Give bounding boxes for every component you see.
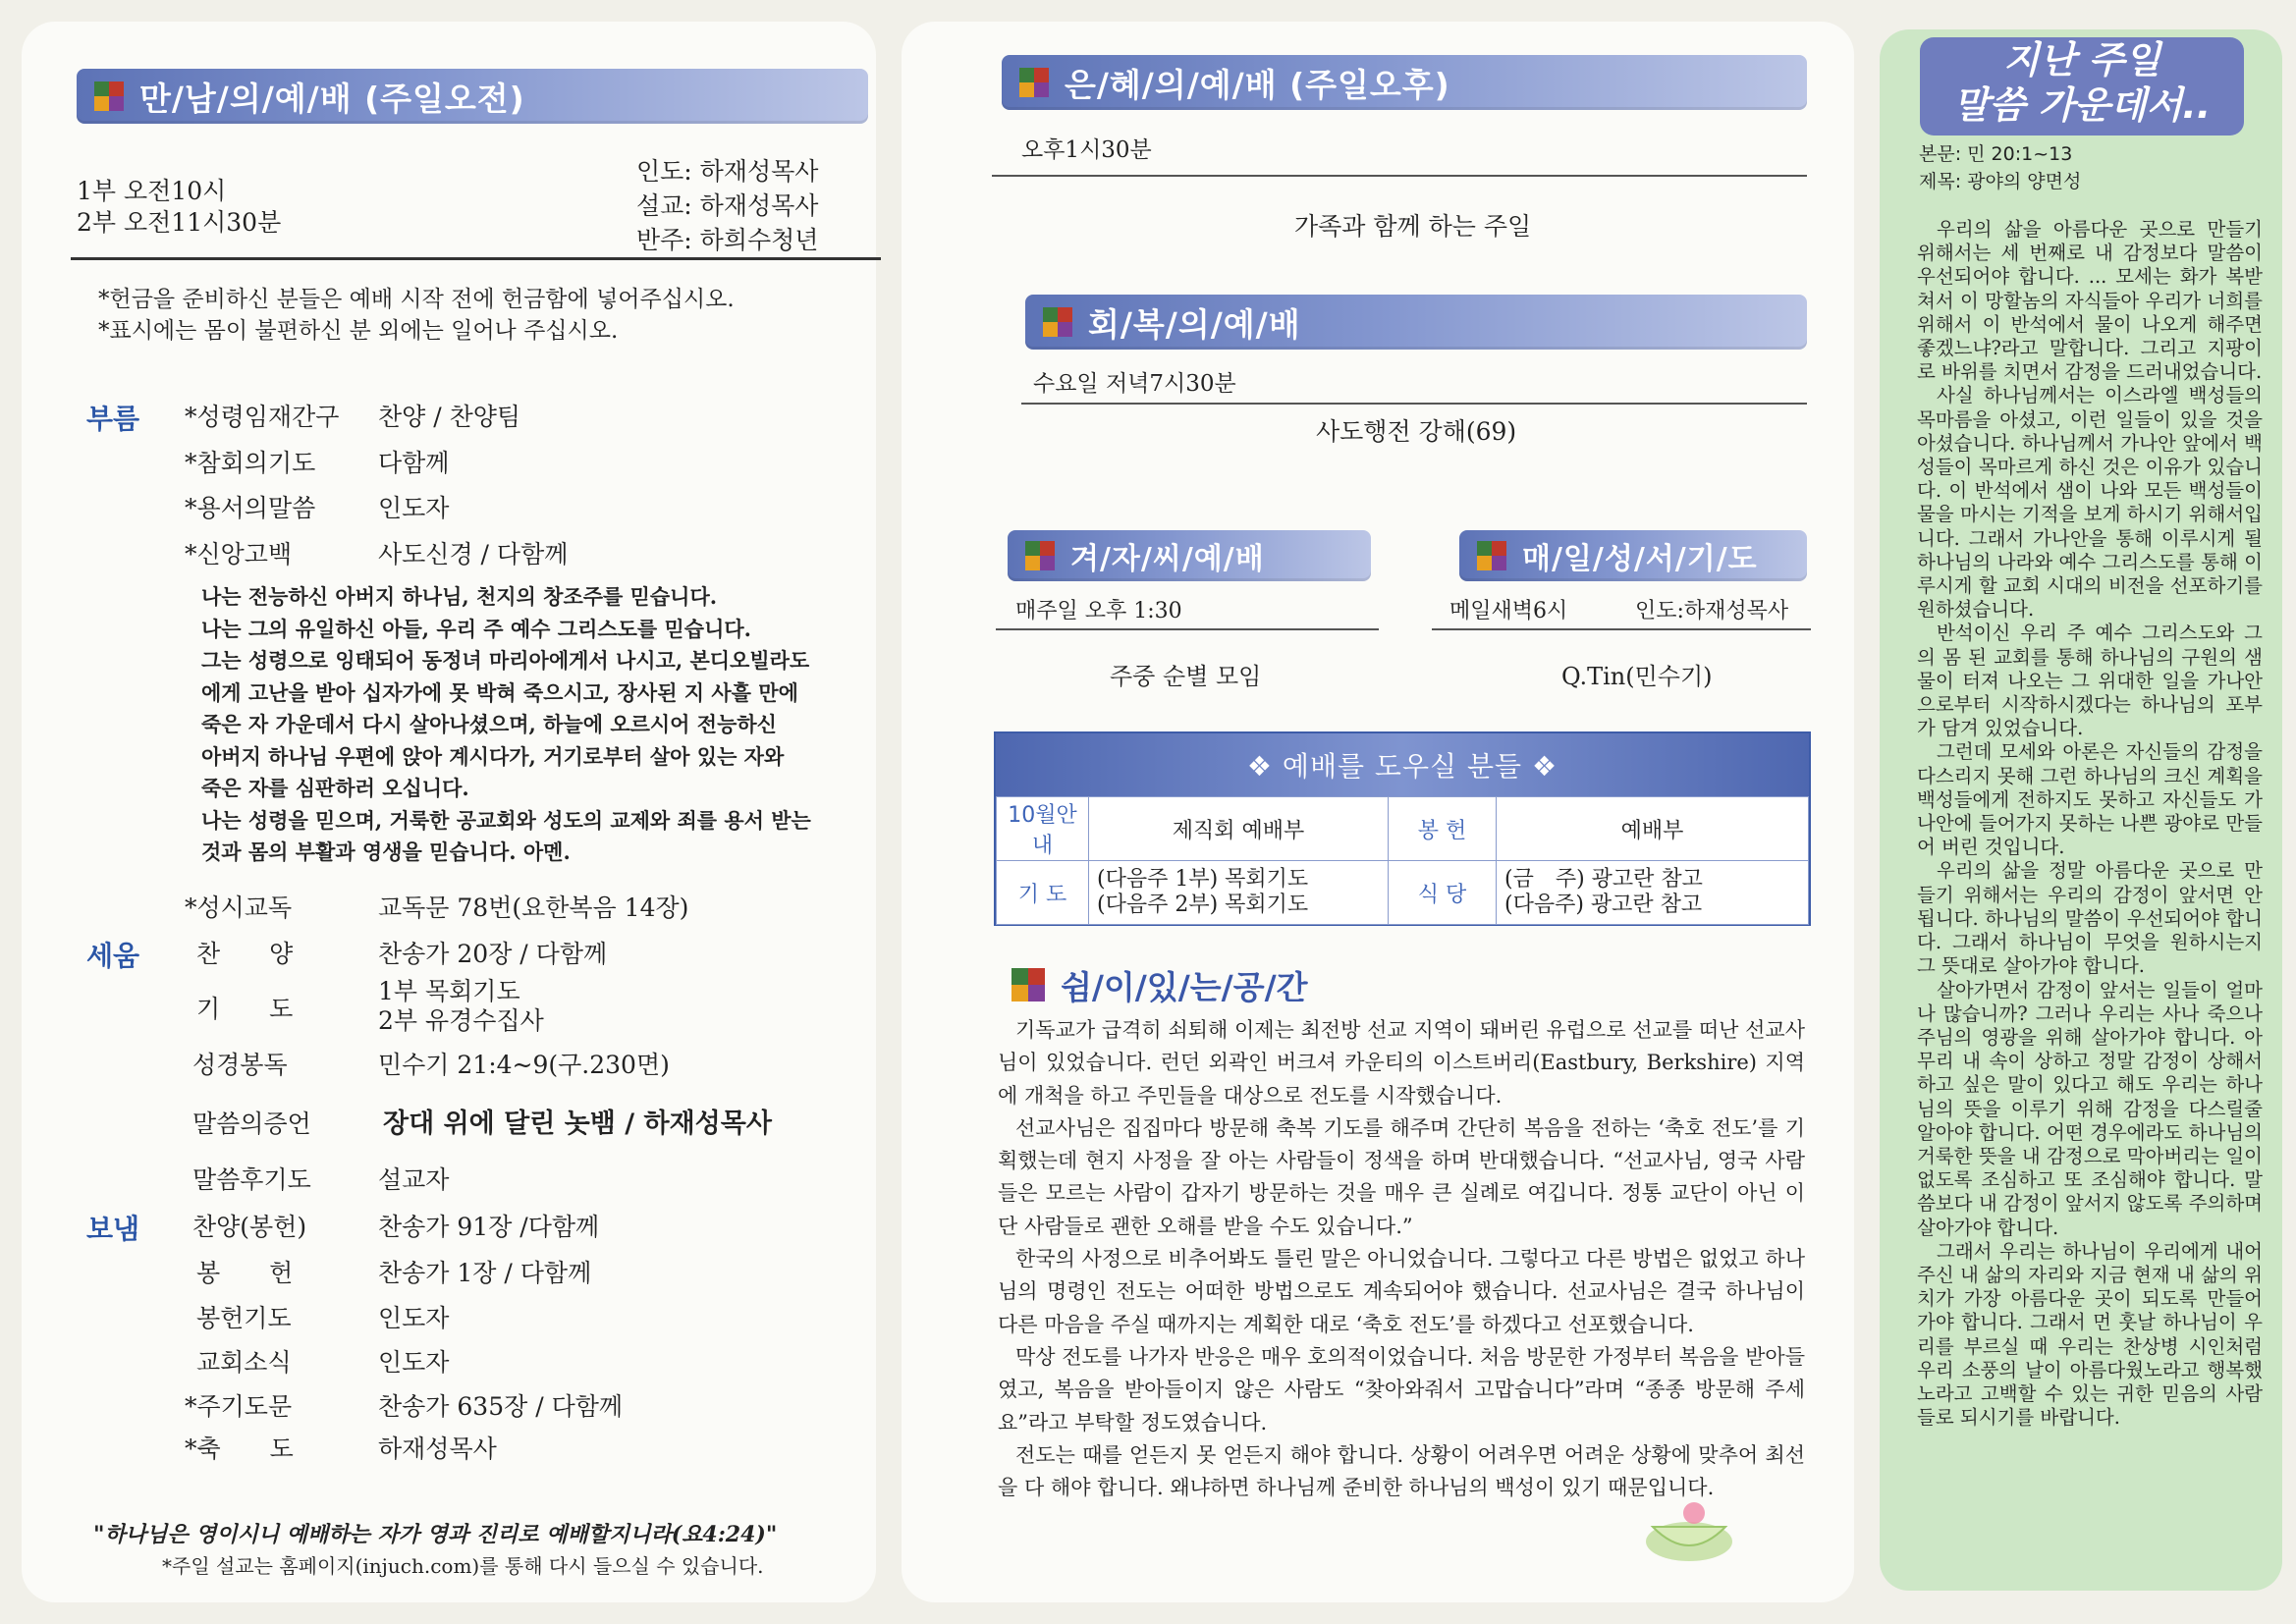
morning-worship-title: 만/남/의/예/배 (주일오전) — [139, 79, 525, 118]
sermon-paragraph: 반석이신 우리 주 예수 그리스도와 그의 몸 된 교회를 통해 하나님의 구원의 샘물이 터져 나오는 그 위대한 일을 가나안으로부터 시작하시겠다는 하나님의 포부가 담겨 있었습니다. — [1917, 622, 2263, 740]
recovery-worship-title: 회/복/의/예/배 — [1088, 304, 1301, 344]
sermon-paragraph: 사실 하나님께서는 이스라엘 백성들의 목마름을 아셨고, 이런 일들이 있을 것을 아셨습니다. 하나님께서 가나안 앞에서 백성들이 목마르게 하신 것은 이유가 있습니다. 이 반석에서 샘이 나와 모든 백성들이 물을 마시는 기적을 보게 하시기 위해서입니다. 그래서 가나안을 통해 이루시게 될 하나님의 나라와 예수 그리스도를 통해 이루시게 할 교회 시대의 비전을 선포하기를 원하셨습니다. — [1917, 384, 2263, 622]
last-sermon-text — [1917, 218, 2263, 1430]
mustard-time: 매주일 오후 1:30 — [1015, 599, 1182, 623]
divider — [71, 257, 881, 260]
helper-cell: 제직회 예배부 — [1089, 797, 1389, 861]
order-label: *참회의기도 — [185, 449, 316, 477]
recovery-worship-header — [1025, 295, 1807, 350]
story-paragraph: 전도는 때를 얻든지 못 얻든지 해야 합니다. 상황이 어려우면 어려운 상황에 맞추어 최선을 다 해야 합니다. 왜냐하면 하나님께 준비한 하나님의 백성이 있기 때문입니다. — [998, 1442, 1805, 1500]
service-time-2: 2부 오전11시30분 — [77, 208, 282, 237]
daily-time: 메일새벽6시 — [1449, 599, 1568, 623]
creed-line: 아버지 하나님 우편에 앉아 계시다가, 거기로부터 살아 있는 자와 — [201, 743, 785, 769]
order-value-2: 2부 유경수집사 — [378, 1006, 544, 1035]
role-leader: 인도: 하재성목사 — [636, 157, 819, 186]
order-value: 사도신경 / 다함께 — [378, 540, 569, 568]
order-value: 찬양 / 찬양팀 — [378, 403, 521, 431]
last-sermon-title-line: 말씀 가운데서.. — [1952, 83, 2212, 127]
section-call: 부름 — [86, 403, 140, 435]
divider — [1432, 628, 1811, 630]
rest-space-header — [1011, 962, 1308, 1007]
helper-cell: (다음주 1부) 목회기도 (다음주 2부) 목회기도 — [1089, 861, 1389, 925]
morning-worship-header — [77, 69, 868, 124]
sermon-paragraph: 그런데 모세와 아론은 자신들의 감정을 다스리지 못해 그런 하나님의 크신 계획을 백성들에게 전하지도 못하고 자신들도 가나안에 들어가지 못하는 나쁜 광야로 만들어 버린 것입니다. — [1917, 740, 2263, 859]
sermon-paragraph: 살아가면서 감정이 앞서는 일들이 얼마나 많습니까? 그러나 우리는 사나 죽으나 주님의 영광을 위해 살아가야 합니다. 아무리 내 속이 상하고 정말 감정이 상해서 하고 싶은 말이 있다고 해도 우리는 하나님의 뜻을 이루기 위해 감정을 다스릴줄 알아야 합니다. 어떤 경우에라도 하나님의 거룩한 뜻을 내 감정으로 막아버리는 일이 없도록 조심하고 또 조심해야 합니다. 말씀보다 내 감정이 앞서지 않도록 주의하며 살아가야 합니다. — [1917, 978, 2263, 1239]
service-time-1: 1부 오전10시 — [77, 177, 227, 205]
helper-cell: 기 도 — [997, 861, 1089, 925]
offering-note: *헌금을 준비하신 분들은 예배 시작 전에 헌금함에 넣어주십시오. — [98, 287, 735, 312]
order-value: 인도자 — [378, 1304, 450, 1332]
sermon-paragraph: 그래서 우리는 하나님이 우리에게 내어주신 내 삶의 자리와 지금 현재 내 삶의 위치가 가장 아름다운 곳이 되도록 만들어 가야 합니다. 그래서 먼 훗날 하나님이 우리를 부르실 때 우리는 찬상병 시인처럼 우리 소풍의 날이 아름다웠노라고 행복했노라고 고백할 수 있는 귀한 믿음의 사람들로 되시기를 바랍니다. — [1917, 1239, 2263, 1430]
last-sermon-title-line: 지난 주일 — [2002, 38, 2161, 81]
order-label: 찬 양 — [196, 940, 294, 968]
helper-cell: (금 주) 광고란 참고 (다음주) 광고란 참고 — [1497, 861, 1809, 925]
grace-time: 오후1시30분 — [1021, 137, 1152, 163]
order-label: *성시교독 — [185, 893, 293, 922]
divider — [1021, 403, 1807, 405]
order-label: 봉헌기도 — [196, 1304, 292, 1332]
order-label: 말씀후기도 — [192, 1165, 311, 1194]
apostles-creed — [201, 581, 869, 869]
mustard-worship-title: 겨/자/씨/예/배 — [1070, 542, 1265, 576]
story-paragraph: 선교사님은 집집마다 방문해 축복 기도를 해주며 간단히 복음을 전하는 ‘축호 전도’를 기획했는데 현지 사정을 잘 아는 사람들이 정색을 하며 반대했습니다. “선교사님, 영국 사람들은 모르는 사람이 갑자기 방문하는 것을 매우 큰 실례로 여깁니다. 정통 교단이 아닌 이단 사람들로 괜한 오해를 받을 수도 있습니다.” — [998, 1115, 1805, 1238]
helpers-table — [994, 731, 1811, 926]
role-accompaniment: 반주: 하희수청년 — [636, 226, 819, 254]
rest-space-title: 쉼/이/있/는/공/간 — [1061, 967, 1308, 1006]
sermon-paragraph: 우리의 삶을 정말 아름다운 곳으로 만들기 위해서는 우리의 감정이 앞서면 안 됩니다. 하나님의 말씀이 우선되어야 합니다. 그래서 하나님이 무엇을 원하시는지 그 뜻대로 살아가야 합니다. — [1917, 859, 2263, 978]
section-send: 보냄 — [86, 1213, 140, 1245]
recovery-subtitle: 사도행전 강해(69) — [1316, 417, 1517, 446]
creed-line: 것과 몸의 부활과 영생을 믿습니다. 아멘. — [201, 839, 571, 864]
helper-cell: 봉 헌 — [1389, 797, 1497, 861]
mustard-subtitle: 주중 순별 모임 — [1110, 663, 1262, 690]
sermon-scripture: 본문: 민 20:1~13 — [1919, 143, 2073, 165]
grace-subtitle: 가족과 함께 하는 주일 — [1294, 212, 1532, 241]
recovery-time: 수요일 저녁7시30분 — [1033, 371, 1236, 397]
creed-line: 죽은 자를 심판하러 오십니다. — [201, 776, 469, 800]
order-label: 기 도 — [196, 995, 294, 1023]
helpers-title: ❖ 예배를 도우실 분들 ❖ — [996, 733, 1809, 796]
order-value: 찬송가 635장 / 다함께 — [378, 1392, 624, 1421]
daily-prayer-title: 매/일/성/서/기/도 — [1522, 542, 1758, 576]
daily-prayer-header — [1459, 530, 1807, 581]
section-build: 세움 — [86, 940, 140, 972]
helper-cell: 10월안내 — [997, 797, 1089, 861]
colored-square-icon — [94, 81, 124, 111]
order-value: 교독문 78번(요한복음 14장) — [378, 893, 689, 922]
creed-line: 죽은 자 가운데서 다시 살아나셨으며, 하늘에 오르시어 전능하신 — [201, 712, 777, 736]
order-value: 찬송가 20장 / 다함께 — [378, 940, 608, 968]
creed-line: 그는 성령으로 잉태되어 동정녀 마리아에게서 나시고, 본디오빌라도 — [201, 648, 810, 673]
grace-worship-header — [1002, 55, 1807, 110]
order-label: *신앙고백 — [185, 540, 293, 568]
order-value: 다함께 — [378, 449, 450, 477]
helper-cell: 예배부 — [1497, 797, 1809, 861]
sermon-footnote: *주일 설교는 홈페이지(injuch.com)를 통해 다시 들으실 수 있습니다. — [162, 1554, 764, 1578]
order-value: 찬송가 91장 /다함께 — [378, 1213, 600, 1241]
order-label: 봉 헌 — [196, 1259, 294, 1287]
helper-cell: 식 당 — [1389, 861, 1497, 925]
mustard-worship-header — [1008, 530, 1371, 581]
order-value: 인도자 — [378, 494, 450, 522]
role-sermon: 설교: 하재성목사 — [636, 191, 819, 220]
creed-line: 나는 그의 유일하신 아들, 우리 주 예수 그리스도를 믿습니다. — [201, 616, 751, 641]
colored-square-icon — [1011, 968, 1045, 1001]
order-label: *축 도 — [185, 1435, 294, 1463]
colored-square-icon — [1025, 541, 1055, 570]
creed-line: 에게 고난을 받아 십자가에 못 박혀 죽으시고, 장사된 지 사흘 만에 — [201, 679, 798, 705]
rest-space-story — [998, 1014, 1805, 1504]
daily-leader: 인도:하재성목사 — [1635, 599, 1789, 623]
story-paragraph: 기독교가 급격히 쇠퇴해 이제는 최전방 선교 지역이 돼버린 유럽으로 선교를 떠난 선교사님이 있었습니다. 런던 외곽인 버크셔 카운티의 이스트버리(Eastbury, Berkshire) 지역에 개척을 하고 주민들을 대상으로 전도를 시작했습니다. — [998, 1018, 1805, 1108]
grace-worship-title: 은/혜/의/예/배 (주일오후) — [1065, 65, 1450, 104]
story-paragraph: 한국의 사정으로 비추어봐도 틀린 말은 아니었습니다. 그렇다고 다른 방법은 없었고 하나님의 명령인 전도는 어떠한 방법으로도 계속되어야 했습니다. 선교사님은 결국 하나님이 다른 마음을 주실 때까지는 계획한 대로 ‘축호 전도’를 하겠다고 선포했습니다. — [998, 1247, 1805, 1336]
last-sermon-title-box — [1920, 37, 2244, 135]
standing-note: *표시에는 몸이 불편하신 분 외에는 일어나 주십시오. — [98, 318, 619, 344]
order-value: 민수기 21:4~9(구.230면) — [378, 1051, 670, 1079]
order-label: 찬양(봉헌) — [192, 1213, 307, 1241]
order-value: 설교자 — [378, 1165, 450, 1194]
order-value: 1부 목회기도 — [378, 977, 520, 1005]
order-value: 찬송가 1장 / 다함께 — [378, 1259, 592, 1287]
divider — [996, 628, 1379, 630]
order-label: 교회소식 — [196, 1348, 292, 1377]
order-label: 말씀의증언 — [192, 1110, 311, 1138]
bible-verse: "하나님은 영이시니 예배하는 자가 영과 진리로 예배할지니라(요4:24)" — [93, 1522, 778, 1547]
daily-subtitle: Q.Tin(민수기) — [1561, 663, 1713, 690]
order-label: *주기도문 — [185, 1392, 293, 1421]
sermon-title: 장대 위에 달린 놋뱀 / 하재성목사 — [383, 1109, 772, 1139]
creed-line: 나는 성령을 믿으며, 거룩한 공교회와 성도의 교제와 죄를 용서 받는 — [201, 807, 811, 833]
divider — [992, 175, 1807, 177]
colored-square-icon — [1043, 307, 1072, 337]
order-value: 인도자 — [378, 1348, 450, 1377]
creed-line: 나는 전능하신 아버지 하나님, 천지의 창조주를 믿습니다. — [201, 584, 718, 609]
colored-square-icon — [1019, 68, 1049, 97]
colored-square-icon — [1477, 541, 1506, 570]
order-label: *성령임재간구 — [185, 403, 340, 431]
sermon-paragraph: 우리의 삶을 아름다운 곳으로 만들기 위해서는 세 번째로 내 감정보다 말씀이 우선되어야 합니다. ... 모세는 화가 복받쳐서 이 망할놈의 자식들아 우리가 너희를 위해서 이 반석에서 물이 나오게 해주면 좋겠느냐?라고 말합니다. 그리고 지팡이로 바위를 치면서 감정을 드러내었습니다. — [1917, 218, 2263, 384]
order-label: *용서의말씀 — [185, 494, 316, 522]
story-paragraph: 막상 전도를 나가자 반응은 매우 호의적이었습니다. 처음 방문한 가정부터 복음을 받아들였고, 복음을 받아들이지 않은 사람도 “찾아와줘서 고맙습니다”라며 “종종 방문해 주세요”라고 부탁할 정도였습니다. — [998, 1344, 1805, 1435]
teacup-decoration — [1635, 1488, 1743, 1566]
sermon-subject: 제목: 광야의 양면성 — [1919, 171, 2082, 192]
order-label: 성경봉독 — [192, 1051, 288, 1079]
order-value: 하재성목사 — [378, 1435, 497, 1463]
